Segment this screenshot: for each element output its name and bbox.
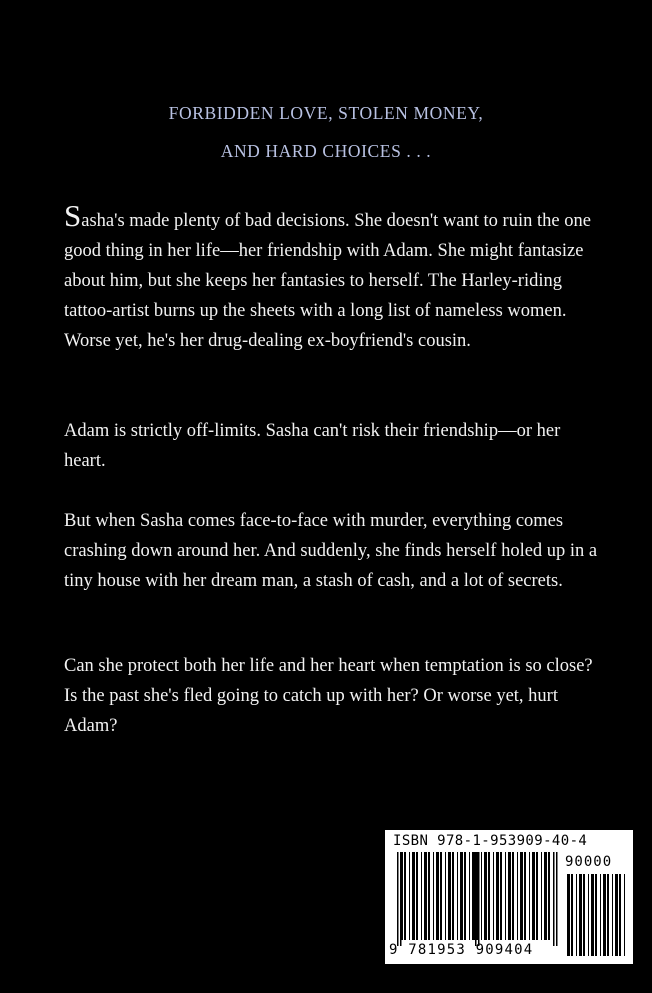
barcode-bar bbox=[520, 852, 523, 940]
blurb-paragraph-4: Can she protect both her life and her heart when temptation is so close? Is the past she's fled going to catch up with her? Or worse yet, hurt Adam? bbox=[64, 656, 593, 736]
barcode-bar bbox=[579, 874, 582, 956]
barcode-bar bbox=[512, 852, 514, 940]
barcode-bar bbox=[464, 852, 466, 940]
barcode-bar bbox=[416, 852, 418, 940]
barcode-bar bbox=[428, 852, 430, 940]
barcode-guard-bar bbox=[478, 852, 480, 946]
barcode-guard-bar bbox=[400, 852, 402, 946]
blurb-paragraph-1-text: asha's made plenty of bad decisions. She doesn't want to ruin the one good thing in her life—her friendship with Adam. She might fantasize about him, but she keeps her fantasies to herself. The Harley-riding tattoo-artist burns up the sheets with a long list of nameless women. Worse yet, he's her drug-dealing ex-boyfriend's cousin. bbox=[64, 211, 591, 351]
barcode-bar bbox=[421, 852, 422, 940]
barcode-bar bbox=[448, 852, 451, 940]
barcode-bar bbox=[532, 852, 535, 940]
ean-digits: 9 781953 909404 bbox=[389, 942, 534, 958]
barcode-bar bbox=[424, 852, 427, 940]
barcode-bar bbox=[524, 852, 526, 940]
barcode-bar bbox=[500, 852, 502, 940]
barcode-bar bbox=[544, 852, 547, 940]
barcode-bar bbox=[612, 874, 613, 956]
barcode-bar bbox=[460, 852, 463, 940]
barcode-bar bbox=[493, 852, 494, 940]
barcode-bar bbox=[567, 874, 570, 956]
barcode-bar bbox=[472, 852, 475, 940]
barcode-bar bbox=[452, 852, 454, 940]
tagline-line-1: FORBIDDEN LOVE, STOLEN MONEY, bbox=[168, 103, 484, 123]
blurb-paragraph-2: Adam is strictly off-limits. Sasha can't risk their friendship—or her heart. bbox=[64, 421, 561, 471]
barcode-bar bbox=[445, 852, 446, 940]
barcode-bar bbox=[529, 852, 530, 940]
barcode-bar bbox=[541, 852, 542, 940]
barcode-guard-bar bbox=[556, 852, 558, 946]
barcode-bar bbox=[469, 852, 470, 940]
isbn-barcode bbox=[385, 830, 633, 964]
barcode-bar bbox=[615, 874, 618, 956]
barcode-bar bbox=[440, 852, 442, 940]
barcode-bar bbox=[436, 852, 439, 940]
barcode-guard-bar bbox=[475, 852, 477, 946]
barcode-bar bbox=[588, 874, 589, 956]
barcode-bar bbox=[624, 874, 625, 956]
barcode-bar bbox=[603, 874, 606, 956]
barcode-bar bbox=[404, 852, 406, 940]
barcode-guard-bar bbox=[553, 852, 555, 946]
barcode-bar bbox=[484, 852, 487, 940]
barcode-bar bbox=[488, 852, 490, 940]
blurb-paragraph-1 bbox=[64, 198, 604, 356]
barcode-bar bbox=[433, 852, 434, 940]
blurb-paragraph-3: But when Sasha comes face-to-face with murder, everything comes crashing down around her. And suddenly, she finds herself holed up in a tiny house with her dream man, a stash of cash, and a lot of secrets. bbox=[64, 511, 598, 591]
barcode-bar bbox=[481, 852, 482, 940]
barcode-bar bbox=[595, 874, 597, 956]
barcode-bar bbox=[548, 852, 550, 940]
tagline-line-2: AND HARD CHOICES . . . bbox=[220, 141, 432, 161]
barcode-bar bbox=[591, 874, 594, 956]
barcode-bar bbox=[517, 852, 518, 940]
barcode-bar bbox=[508, 852, 511, 940]
barcode-bar bbox=[576, 874, 577, 956]
barcode-bar bbox=[600, 874, 601, 956]
barcode-bar bbox=[409, 852, 410, 940]
addon-code: 90000 bbox=[565, 854, 613, 870]
barcode-bar bbox=[619, 874, 621, 956]
barcode-bar bbox=[412, 852, 415, 940]
isbn-label: ISBN 978-1-953909-40-4 bbox=[393, 833, 588, 849]
barcode-bar bbox=[505, 852, 506, 940]
barcode-guard-bar bbox=[397, 852, 399, 946]
barcode-bar bbox=[571, 874, 573, 956]
drop-cap: S bbox=[64, 198, 82, 233]
barcode-bar bbox=[536, 852, 538, 940]
barcode-bar bbox=[607, 874, 609, 956]
barcode-bar bbox=[496, 852, 499, 940]
barcode-bar bbox=[583, 874, 585, 956]
barcode-bar bbox=[457, 852, 458, 940]
